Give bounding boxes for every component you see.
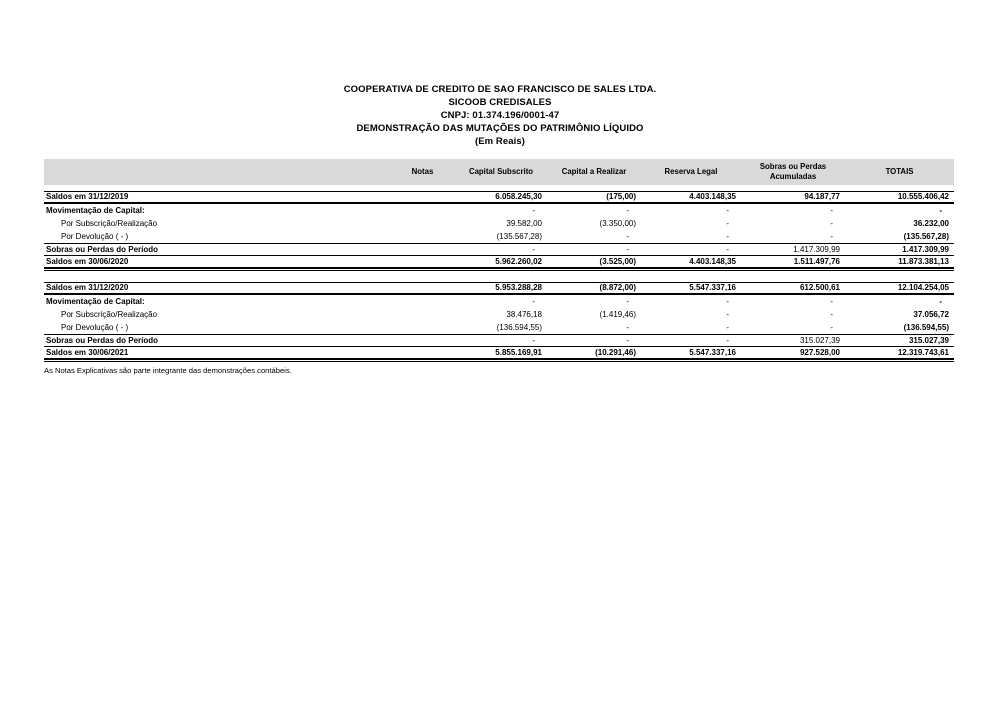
- cell-totais: -: [939, 296, 942, 306]
- cell-reserva-legal: -: [726, 309, 729, 319]
- row-saldos-30-06-2020: [44, 256, 954, 269]
- table-header-row: [44, 159, 954, 185]
- cell-reserva-legal: 5.547.337,16: [641, 347, 741, 360]
- cell-capital-subscrito: -: [455, 334, 547, 347]
- row-label: Por Devolução ( - ): [61, 322, 129, 332]
- cell-sobras-acumuladas: -: [830, 205, 833, 215]
- equity-mutations-table: [44, 159, 954, 362]
- cell-totais: 37.056,72: [913, 309, 949, 319]
- cell-sobras-acumuladas: 1.417.309,99: [741, 243, 845, 256]
- row-label: Saldos em 31/12/2019: [44, 191, 390, 204]
- cell-totais: (135.567,28): [903, 231, 949, 241]
- row-label: Por Subscrição/Realização: [61, 218, 158, 228]
- row-por-subscricao-1: [44, 217, 954, 230]
- cell-totais: -: [939, 205, 942, 215]
- cell-capital-a-realizar: (175,00): [547, 191, 641, 204]
- cell-capital-a-realizar: (1.419,46): [599, 309, 636, 319]
- row-sobras-perdas-periodo-2: [44, 334, 954, 347]
- double-rule-row: [44, 360, 954, 362]
- col-header-capital-a-realizar: Capital a Realizar: [547, 159, 641, 185]
- row-label: Saldos em 31/12/2020: [44, 282, 390, 295]
- cell-reserva-legal: 4.403.148,35: [641, 191, 741, 204]
- cell-capital-a-realizar: -: [626, 231, 629, 241]
- document-title-block: [0, 0, 1000, 149]
- row-movimentacao-capital-2: [44, 295, 954, 308]
- cell-notas: [390, 295, 455, 308]
- cell-totais: 36.232,00: [913, 218, 949, 228]
- cell-sobras-acumuladas: -: [830, 218, 833, 228]
- cell-notas: [390, 230, 455, 243]
- cell-sobras-acumuladas: 94.187,77: [741, 191, 845, 204]
- cell-notas: [390, 217, 455, 230]
- cell-notas: [390, 334, 455, 347]
- footnote: As Notas Explicativas são parte integrante das demonstrações contábeis.: [44, 365, 292, 375]
- row-label: Por Devolução ( - ): [61, 231, 129, 241]
- cell-notas: [390, 191, 455, 204]
- cell-capital-subscrito: -: [532, 296, 535, 306]
- row-saldos-31-12-2020: [44, 282, 954, 295]
- statement-title: DEMONSTRAÇÃO DAS MUTAÇÕES DO PATRIMÔNIO LÍQUIDO: [356, 122, 644, 134]
- cell-totais: (136.594,55): [903, 322, 949, 332]
- cell-notas: [390, 243, 455, 256]
- cell-totais: 1.417.309,99: [845, 243, 954, 256]
- row-por-devolucao-1: [44, 230, 954, 243]
- currency-note: (Em Reais): [474, 135, 526, 147]
- cell-notas: [390, 204, 455, 217]
- cell-notas: [390, 308, 455, 321]
- cell-totais: 10.555.406,42: [845, 191, 954, 204]
- row-por-subscricao-2: [44, 308, 954, 321]
- cell-notas: [390, 256, 455, 269]
- cell-capital-a-realizar: -: [626, 205, 629, 215]
- row-label: Movimentação de Capital:: [46, 205, 145, 215]
- cell-capital-subscrito: (135.567,28): [496, 231, 542, 241]
- row-label: Saldos em 30/06/2020: [44, 256, 390, 269]
- cell-capital-a-realizar: (8.872,00): [547, 282, 641, 295]
- cell-sobras-acumuladas: 612.500,61: [741, 282, 845, 295]
- cell-totais: 315.027,39: [845, 334, 954, 347]
- company-name: COOPERATIVA DE CREDITO DE SAO FRANCISCO DE SALES LTDA.: [343, 84, 657, 95]
- cell-totais: 11.873.381,13: [845, 256, 954, 269]
- cell-notas: [390, 347, 455, 360]
- cell-sobras-acumuladas: -: [830, 322, 833, 332]
- cell-capital-subscrito: -: [455, 243, 547, 256]
- cell-reserva-legal: -: [726, 231, 729, 241]
- cell-sobras-acumuladas: -: [830, 296, 833, 306]
- cell-notas: [390, 282, 455, 295]
- brand-name: SICOOB CREDISALES: [448, 96, 552, 108]
- cell-reserva-legal: -: [641, 243, 741, 256]
- cell-sobras-acumuladas: -: [830, 309, 833, 319]
- row-label: Sobras ou Perdas do Período: [44, 334, 390, 347]
- cell-reserva-legal: 5.547.337,16: [641, 282, 741, 295]
- cell-capital-subscrito: 5.855.169,91: [455, 347, 547, 360]
- cell-reserva-legal: 4.403.148,35: [641, 256, 741, 269]
- row-label: Saldos em 30/06/2021: [44, 347, 390, 360]
- cell-capital-subscrito: (136.594,55): [496, 322, 542, 332]
- cell-capital-subscrito: 38.476,18: [506, 309, 542, 319]
- col-header-capital-subscrito: Capital Subscrito: [455, 159, 547, 185]
- cell-sobras-acumuladas: 927.528,00: [741, 347, 845, 360]
- row-saldos-31-12-2019: [44, 191, 954, 204]
- col-header-notas: Notas: [390, 159, 455, 185]
- cell-capital-subscrito: 5.953.288,28: [455, 282, 547, 295]
- cell-capital-subscrito: 39.582,00: [506, 218, 542, 228]
- spacer-row: [44, 271, 954, 282]
- cell-reserva-legal: -: [641, 334, 741, 347]
- col-header-totais: TOTAIS: [845, 159, 954, 185]
- cell-capital-a-realizar: (3.525,00): [547, 256, 641, 269]
- cell-capital-a-realizar: -: [626, 322, 629, 332]
- cell-capital-a-realizar: (10.291,46): [547, 347, 641, 360]
- cell-totais: 12.104.254,05: [845, 282, 954, 295]
- row-movimentacao-capital-1: [44, 204, 954, 217]
- cell-sobras-acumuladas: 315.027,39: [741, 334, 845, 347]
- cnpj: CNPJ: 01.374.196/0001-47: [440, 109, 560, 121]
- cell-reserva-legal: -: [726, 205, 729, 215]
- cell-capital-a-realizar: -: [547, 243, 641, 256]
- cell-reserva-legal: -: [726, 322, 729, 332]
- row-label: Movimentação de Capital:: [46, 296, 145, 306]
- cell-capital-a-realizar: -: [626, 296, 629, 306]
- cell-reserva-legal: -: [726, 296, 729, 306]
- cell-capital-subscrito: 5.962.260,02: [455, 256, 547, 269]
- cell-totais: 12.319.743,61: [845, 347, 954, 360]
- cell-capital-subscrito: 6.058.245,30: [455, 191, 547, 204]
- cell-notas: [390, 321, 455, 334]
- row-por-devolucao-2: [44, 321, 954, 334]
- row-label: Sobras ou Perdas do Período: [44, 243, 390, 256]
- col-header-empty: [44, 159, 390, 185]
- row-saldos-30-06-2021: [44, 347, 954, 360]
- row-label: Por Subscrição/Realização: [61, 309, 158, 319]
- col-header-sobras-acumuladas: Sobras ou Perdas Acumuladas: [741, 159, 845, 185]
- col-header-reserva-legal: Reserva Legal: [641, 159, 741, 185]
- cell-capital-a-realizar: -: [547, 334, 641, 347]
- cell-sobras-acumuladas: -: [830, 231, 833, 241]
- cell-sobras-acumuladas: 1.511.497,76: [741, 256, 845, 269]
- cell-capital-a-realizar: (3.350,00): [599, 218, 636, 228]
- row-sobras-perdas-periodo-1: [44, 243, 954, 256]
- cell-capital-subscrito: -: [532, 205, 535, 215]
- cell-reserva-legal: -: [726, 218, 729, 228]
